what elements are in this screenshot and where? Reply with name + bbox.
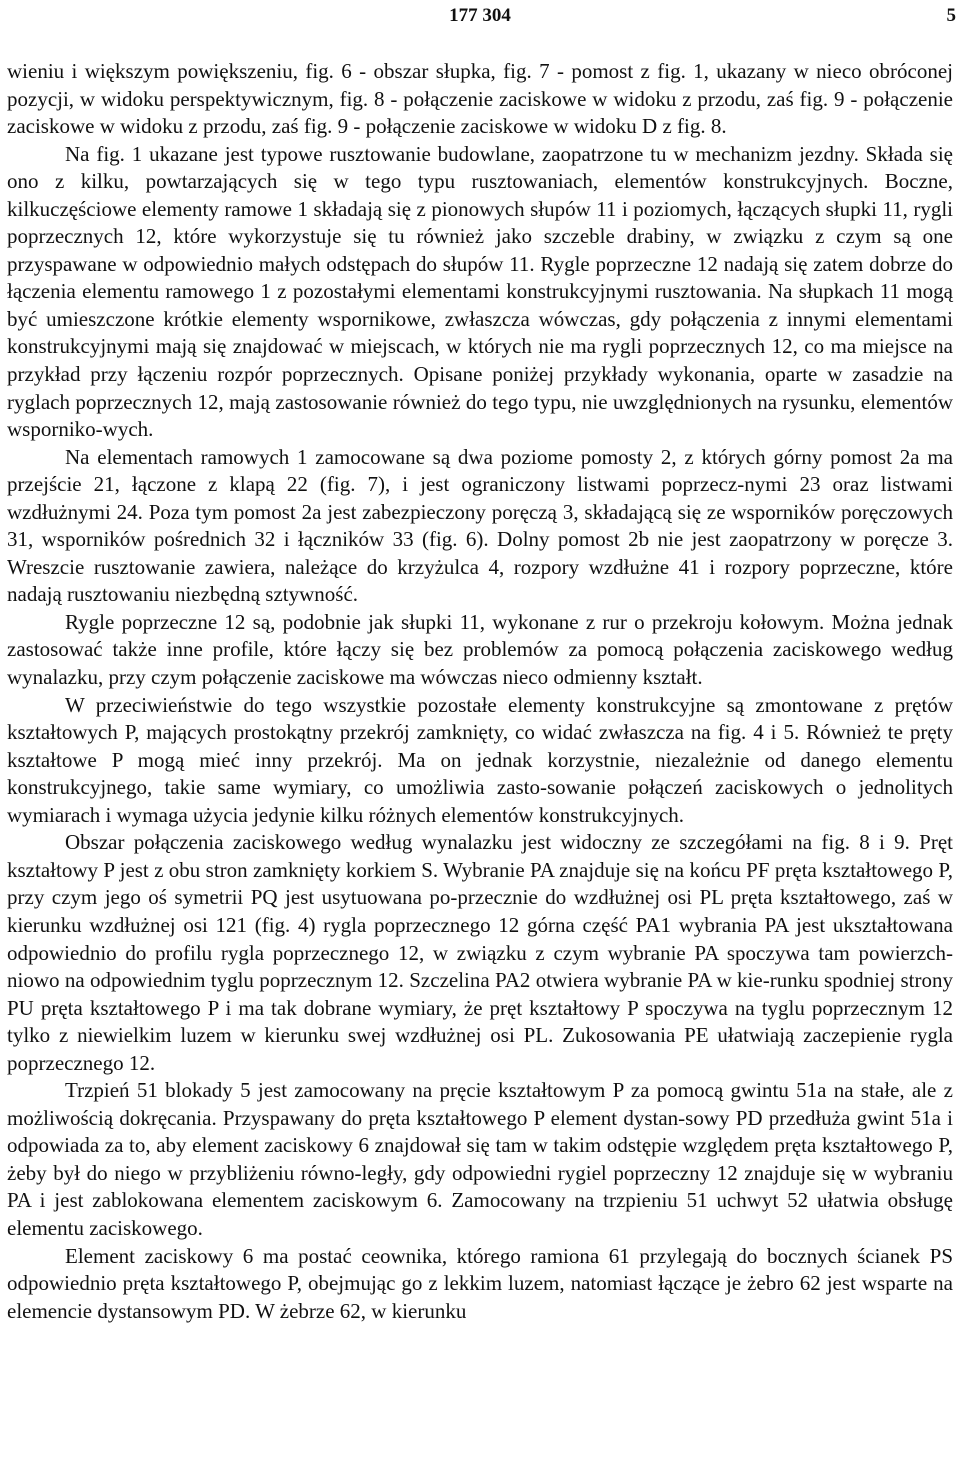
paragraph-crossbar-profiles: Rygle poprzeczne 12 są, podobnie jak słupki 11, wykonane z rur o przekroju kołowym. Można jednak zastosować także inne profile, które łączy się bez problemów za pomocą połączenia zaciskowego według wynalazku, przy czym połączenie zaciskowe ma wówczas nieco odmienny kształt.	[7, 609, 953, 690]
patent-number: 177 304	[449, 5, 511, 26]
paragraph-shaped-bars: W przeciwieństwie do tego wszystkie pozostałe elementy konstrukcyjne są zmontowane z prętów kształtowych P, mających prostokątny przekrój zamknięty, co widać zwłaszcza na fig. 4 i 5. Również te pręty kształtowe P mogą mieć inny przekrój. Ma on jednak korzystnie, niezależnie od danego elementu konstrukcyjnego, takie same wymiary, co umożliwia zasto-sowanie połączeń zaciskowych o jednolitych wymiarach i wymaga użycia jedynie kilku różnych elementów konstrukcyjnych.	[7, 692, 953, 827]
paragraph-clamp-element: Element zaciskowy 6 ma postać ceownika, którego ramiona 61 przylegają do bocznych ścianek PS odpowiednio pręta kształtowego P, obejmując go z lekkim luzem, natomiast łączące je żebro 62 jest wsparte na elemencie dystansowym PD. W żebrze 62, w kierunku	[7, 1243, 953, 1323]
body-text	[7, 58, 953, 1325]
paragraph-figure-list-continuation: wieniu i większym powiększeniu, fig. 6 - obszar słupka, fig. 7 - pomost z fig. 1, ukazany w nieco obróconej pozycji, w widoku perspektywicznym, fig. 8 - połączenie zaciskowe w widoku z przodu, zaś fig. 9 - połączenie zaciskowe w widoku z przodu, zaś fig. 9 - połączenie zaciskowe w widoku D z fig. 8.	[7, 59, 953, 139]
paragraph-scaffold-description: Na fig. 1 ukazane jest typowe rusztowanie budowlane, zaopatrzone tu w mechanizm jezdny. Składa się ono z kilku, powtarzających się w tego typu rusztowaniach, elementów konstrukcyjnych. Boczne, kilkuczęściowe elementy ramowe 1 składają się z pionowych słupów 11 i poziomych, łączących słupki 11, rygli poprzecznych 12, które wykorzystuje się tu również jako szczeble drabiny, w związku z czym są one przyspawane w odpowiednio małych odstępach do słupów 11. Rygle poprzeczne 12 nadają się zatem dobrze do łączenia elementu ramowego 1 z pozostałymi elementami konstrukcyjnymi rusztowania. Na słupkach 11 mogą być umieszczone krótkie elementy wspornikowe, zwłaszcza wówczas, gdy połączenia z innymi elementami konstrukcyjnymi mają się znajdować w miejscach, w których nie ma rygli poprzecznych 12, co ma miejsce na przykład przy łączeniu rozpór poprzecznych. Opisane poniżej przykłady wykonania, oparte w zasadzie na ryglach poprzecznych 12, mają zastosowanie również do tego typu, nie uwzględnionych na rysunku, elementów wsporniko-wych.	[7, 141, 953, 442]
paragraph-clamp-connection: Obszar połączenia zaciskowego według wynalazku jest widoczny ze szczegółami na fig. 8 i 9. Pręt kształtowy P jest z obu stron zamknięty korkiem S. Wybranie PA znajduje się na końcu PF pręta kształtowego P, przy czym jego oś symetrii PQ jest usytuowana po-przecznie do wzdłużnej osi PL pręta kształtowego, zaś w kierunku wzdłużnej osi 121 (fig. 4) rygla poprzecznego 12 górna część PA1 wybrania PA jest ukształtowana odpowiednio do profilu rygla poprzecznego 12, w związku z czym wybranie PA spoczywa tam powierzch-niowo na odpowiednim tyglu poprzecznym 12. Szczelina PA2 otwiera wybranie PA w kie-runku spodniej strony PU pręta kształtowego P i ma tak dobrane wymiary, że pręt kształtowy P spoczywa na tyglu poprzecznym 12 tylko z niewielkim luzem w kierunku swej wzdłużnej osi PL. Zukosowania PE ułatwiają zaczepienie rygla poprzecznego 12.	[7, 830, 953, 1075]
paragraph-platforms: Na elementach ramowych 1 zamocowane są dwa poziome pomosty 2, z których górny pomost 2a ma przejście 21, łączone z klapą 22 (fig. 7), i jest ograniczony listwami poprzecz-nymi 23 oraz listwami wzdłużnymi 24. Poza tym pomost 2a jest zabezpieczony poręczą 3, składającą się ze wsporników poręczowych 31, wsporników pośrednich 32 i łączników 33 (fig. 6). Dolny pomost 2b nie jest zaopatrzony w poręcze 3. Wreszcie rusztowanie zawiera, należące do krzyżulca 4, rozpory wzdłużne 41 i rozpory poprzeczne, które nadają rusztowaniu niezbędną sztywność.	[7, 444, 953, 607]
paragraph-lock-pin: Trzpień 51 blokady 5 jest zamocowany na pręcie kształtowym P za pomocą gwintu 51a na stałe, ale z możliwością dokręcania. Przyspawany do pręta kształtowego P element dystan-sowy PD przedłuża gwint 51a i odpowiada za to, aby element zaciskowy 6 znajdował się tam w takim odstępie względem pręta kształtowego P, żeby był do niego w przybliżeniu równo-legły, gdy odpowiedni rygiel poprzeczny 12 znajduje się w wybraniu PA i jest zablokowana elementem zaciskowym 6. Zamocowany na trzpieniu 51 uchwyt 52 ułatwia obsługę elementu zaciskowego.	[7, 1078, 953, 1240]
page-number: 5	[946, 5, 956, 26]
page-header	[0, 2, 960, 30]
